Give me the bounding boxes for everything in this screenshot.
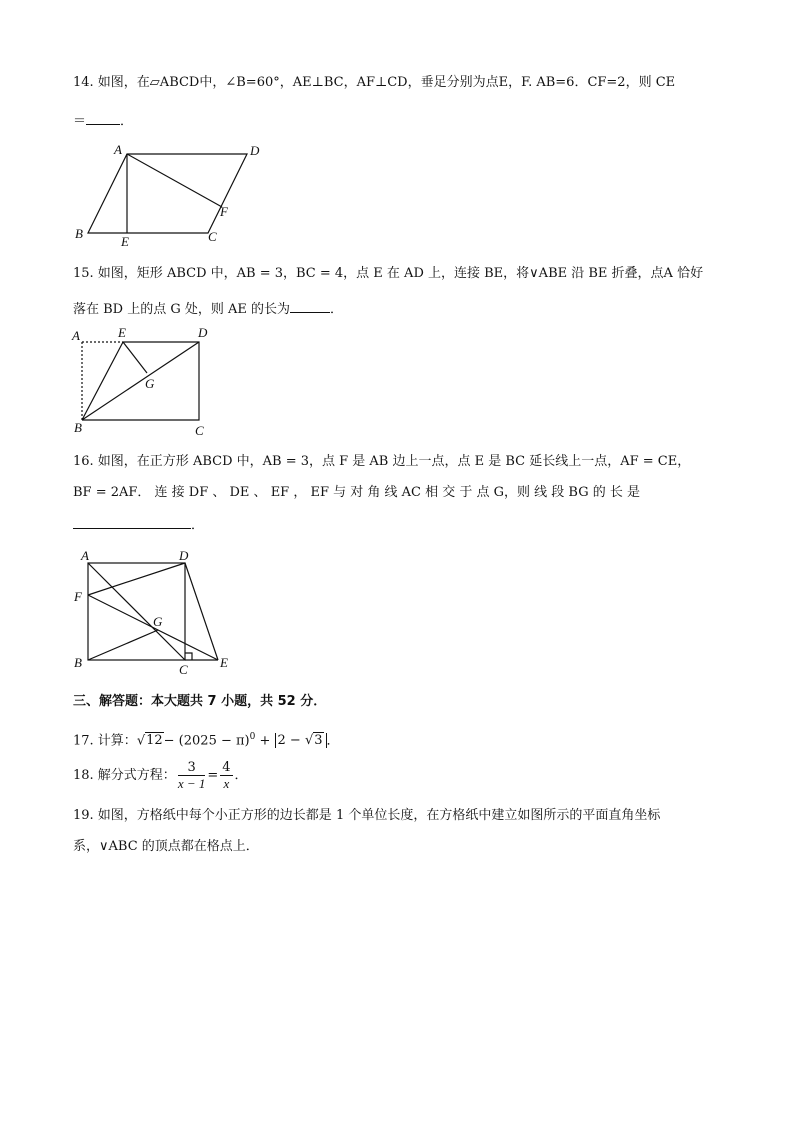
q18-num1: 3	[178, 760, 206, 776]
q16-label-g: G	[153, 614, 163, 629]
q16-period: ．	[191, 518, 205, 533]
q16-segment-bg	[88, 630, 158, 660]
q17-sqrt12: 12	[146, 733, 163, 749]
q15-text-line1: 15. 如图，矩形 ABCD 中，AB = 3，BC = 4，点 E 在 AD 上，连接 BE，将∨ABE 沿 BE 折叠，点A 恰好	[73, 266, 704, 281]
q17-plus: +	[255, 733, 275, 749]
q19-text-line1: 19. 如图，方格纸中每个小正方形的边长都是 1 个单位长度，在方格纸中建立如图所示的平面直角坐标	[73, 808, 661, 823]
section3-heading: 三、解答题：本大题共 7 小题，共 52 分．	[73, 694, 327, 709]
q14-label-f: F	[220, 204, 228, 219]
q16-right-angle-mark	[185, 653, 192, 660]
q18-den2: x	[223, 776, 230, 791]
q16-segment-ac	[88, 563, 185, 660]
q17-prefix: 17. 计算：	[73, 733, 137, 749]
q15-label-g: G	[145, 376, 155, 391]
sqrt-symbol: √	[304, 733, 314, 749]
q18-equals: =	[207, 768, 219, 783]
q16-text-line2: BF = 2AF． 连 接 DF 、 DE 、 EF ， EF 与 对 角 线 AC 相 交 于 点 G，则 线 段 BG 的 长 是	[73, 485, 640, 500]
q14-label-c: C	[208, 229, 217, 244]
q18-num2: 4	[222, 760, 231, 775]
q16-segment-df	[88, 563, 185, 595]
q14-label-a: A	[114, 142, 122, 157]
q14-equals: ＝	[73, 114, 87, 129]
q15-label-c: C	[195, 423, 204, 438]
q18-prefix: 18. 解分式方程：	[73, 768, 176, 783]
q17-abs-value	[275, 733, 327, 748]
q17-paren-term: − (2025 − π)	[163, 733, 250, 749]
q16-label-f: F	[74, 589, 82, 604]
q16-label-b: B	[74, 655, 82, 670]
sqrt-symbol: √	[136, 733, 146, 749]
q18-fraction-right	[220, 760, 232, 791]
q17-text	[73, 728, 340, 750]
q15-label-a: A	[72, 328, 80, 343]
q15-label-e: E	[118, 325, 126, 340]
q16-text-line1: 16. 如图，在正方形 ABCD 中，AB = 3，点 F 是 AB 边上一点，点 E 是 BC 延长线上一点，AF = CE，	[73, 454, 691, 469]
q18-text	[73, 760, 248, 792]
q16-label-c: C	[179, 662, 188, 677]
q14-label-b: B	[75, 226, 83, 241]
q18-period: ．	[234, 768, 248, 783]
q17-exponent: 0	[249, 732, 256, 742]
q18-den1: x − 1	[177, 776, 206, 791]
q16-label-d: D	[179, 548, 189, 563]
q14-label-d: D	[250, 143, 260, 158]
q16-label-a: A	[81, 548, 89, 563]
q16-label-e: E	[220, 655, 228, 670]
q15-period: ．	[330, 302, 344, 317]
q14-period: ．	[120, 114, 134, 129]
q19-text-line2: 系，∨ABC 的顶点都在格点上．	[73, 839, 259, 854]
q14-text-line1: 14. 如图，在▱ABCD中，∠B=60°，AE⊥BC，AF⊥CD，垂足分别为点E，F. AB=6．CF=2，则 CE	[73, 75, 676, 90]
q15-text: 落在 BD 上的点 G 处，则 AE 的长为	[73, 302, 291, 317]
q17-sqrt3: 3	[314, 733, 323, 749]
q17-abs-left: 2 −	[277, 733, 305, 749]
q15-label-b: B	[74, 420, 82, 435]
q18-fraction-left	[178, 760, 206, 791]
q15-label-d: D	[198, 325, 208, 340]
q17-period: ．	[326, 733, 340, 749]
q14-label-e: E	[121, 234, 129, 249]
